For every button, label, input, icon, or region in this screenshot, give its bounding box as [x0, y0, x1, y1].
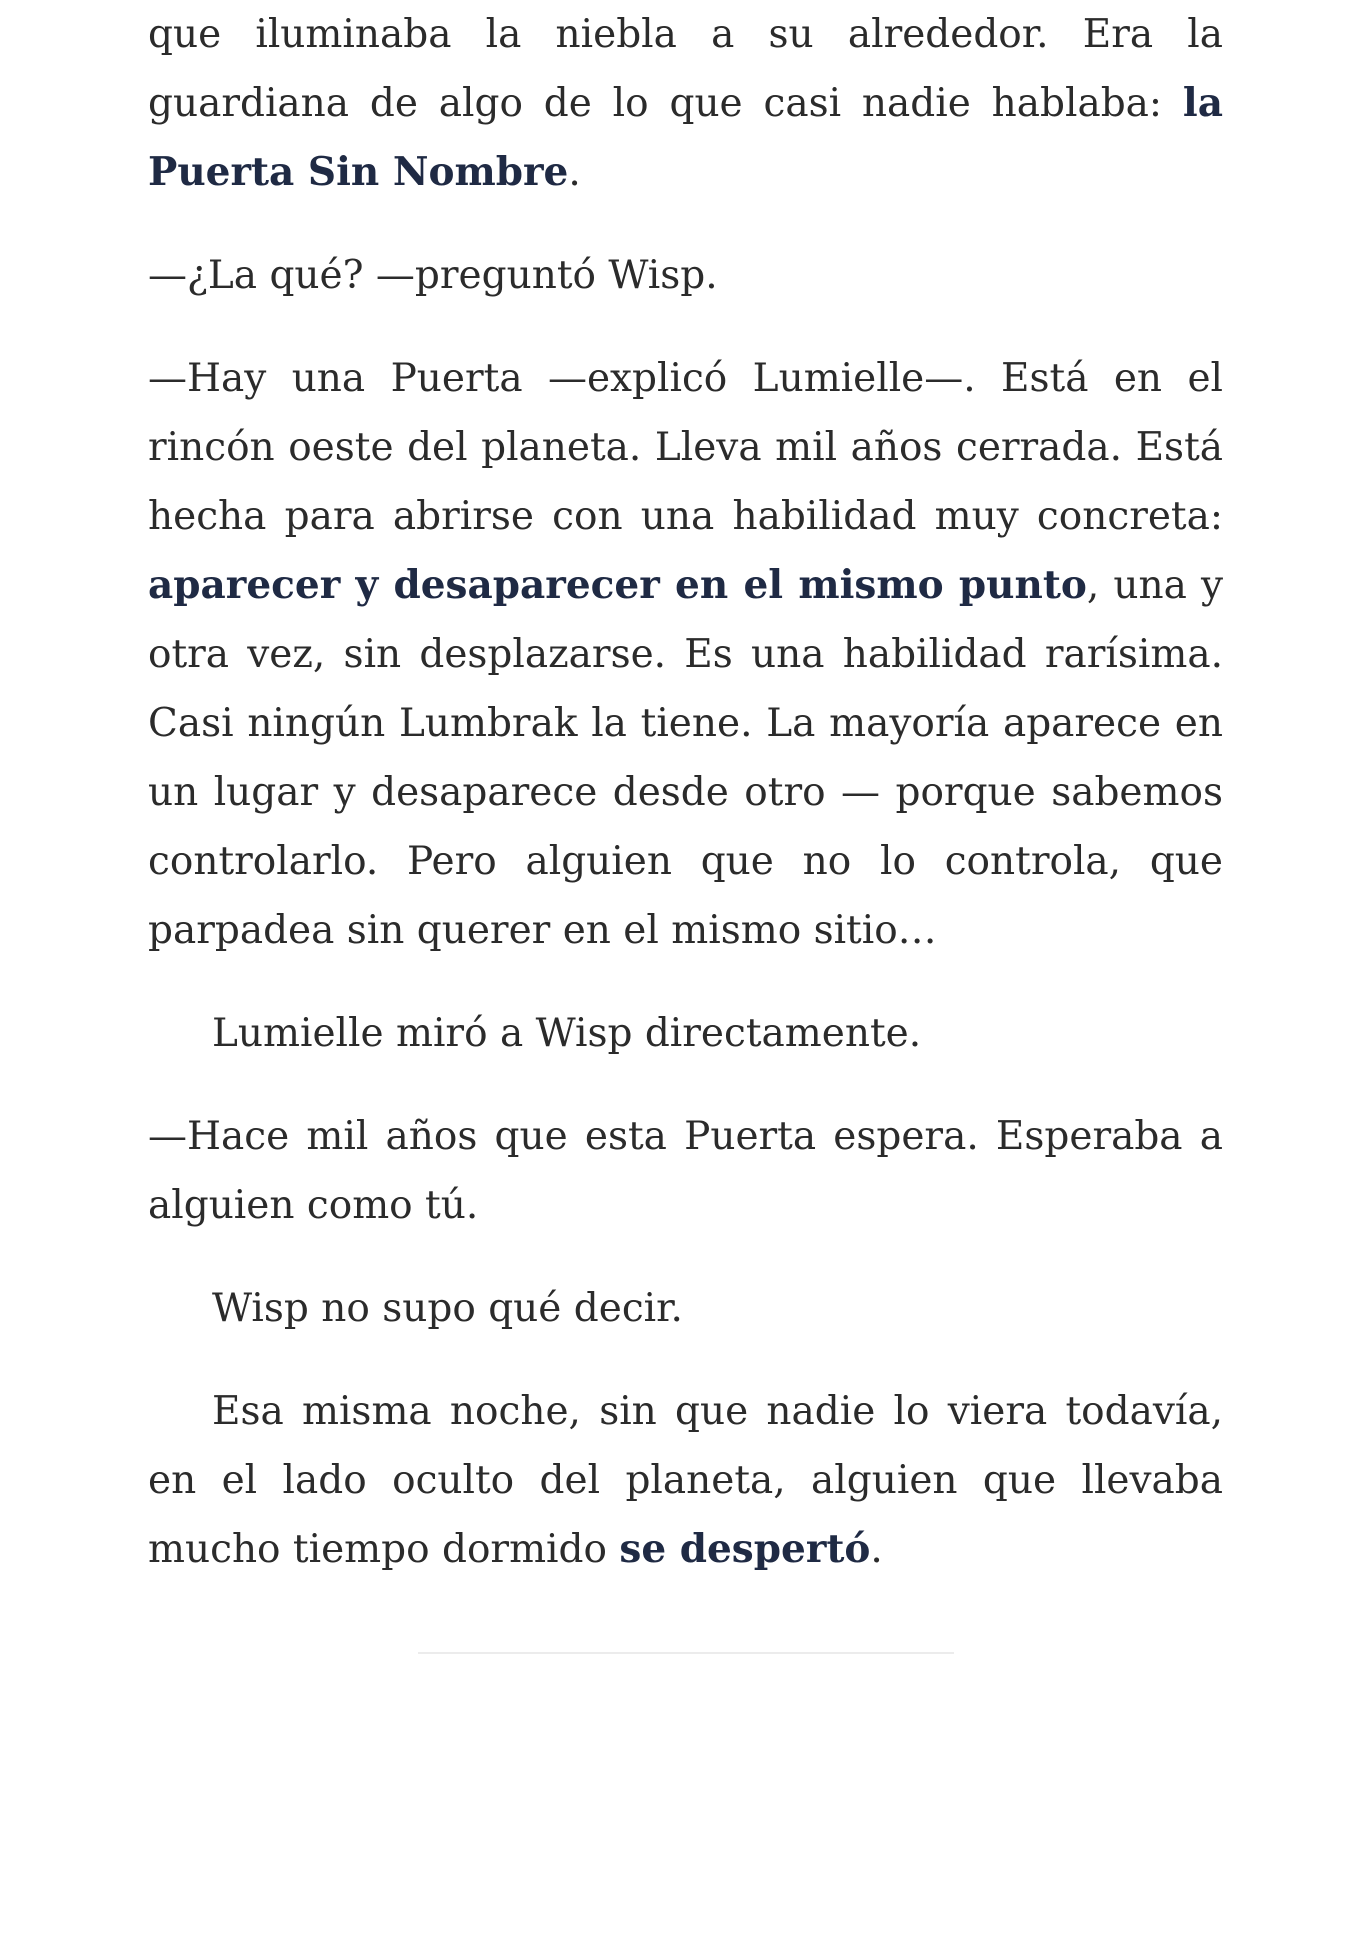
- paragraph-6: [148, 1274, 1223, 1343]
- emphasis-se-desperto: se despertó: [619, 1526, 871, 1572]
- paragraph-2-text: —¿La qué? —preguntó Wisp.: [148, 253, 718, 298]
- paragraph-1-text-2: .: [568, 150, 581, 195]
- emphasis-puerta-sin-nombre: la Puerta Sin Nombre: [148, 80, 1223, 195]
- paragraph-6-text: Wisp no supo qué decir.: [212, 1286, 683, 1331]
- paragraph-3-text-2: , una y otra vez, sin desplazarse. Es una habilidad rarísima. Casi ningún Lumbrak la tiene. La mayoría aparece en un lugar y desaparece desde otro — porque sabemos controlarlo. Pero alguien que no lo controla, que parpadea sin querer en el mismo sitio…: [148, 563, 1223, 953]
- paragraph-2: [148, 241, 1223, 310]
- paragraph-4: [148, 999, 1223, 1068]
- paragraph-7-text-1: Esa misma noche, sin que nadie lo viera todavía, en el lado oculto del planeta, alguien que llevaba mucho tiempo dormido: [148, 1389, 1223, 1572]
- paragraph-7: [148, 1377, 1223, 1584]
- emphasis-aparecer-desaparecer: aparecer y desaparecer en el mismo punto: [148, 562, 1087, 608]
- paragraph-1-text-1: que iluminaba la niebla a su alrededor. Era la guardiana de algo de lo que casi nadie hablaba:: [148, 12, 1223, 126]
- paragraph-5-text: —Hace mil años que esta Puerta espera. Esperaba a alguien como tú.: [148, 1114, 1223, 1228]
- paragraph-5: [148, 1102, 1223, 1240]
- paragraph-1: [148, 0, 1223, 207]
- paragraph-3-text-1: —Hay una Puerta —explicó Lumielle—. Está en el rincón oeste del planeta. Lleva mil años cerrada. Está hecha para abrirse con una habilidad muy concreta:: [148, 356, 1223, 539]
- reader-page: [148, 0, 1223, 1618]
- paragraph-3: [148, 344, 1223, 965]
- paragraph-4-text: Lumielle miró a Wisp directamente.: [212, 1011, 922, 1056]
- section-divider: [418, 1652, 954, 1654]
- paragraph-7-text-2: .: [870, 1527, 883, 1572]
